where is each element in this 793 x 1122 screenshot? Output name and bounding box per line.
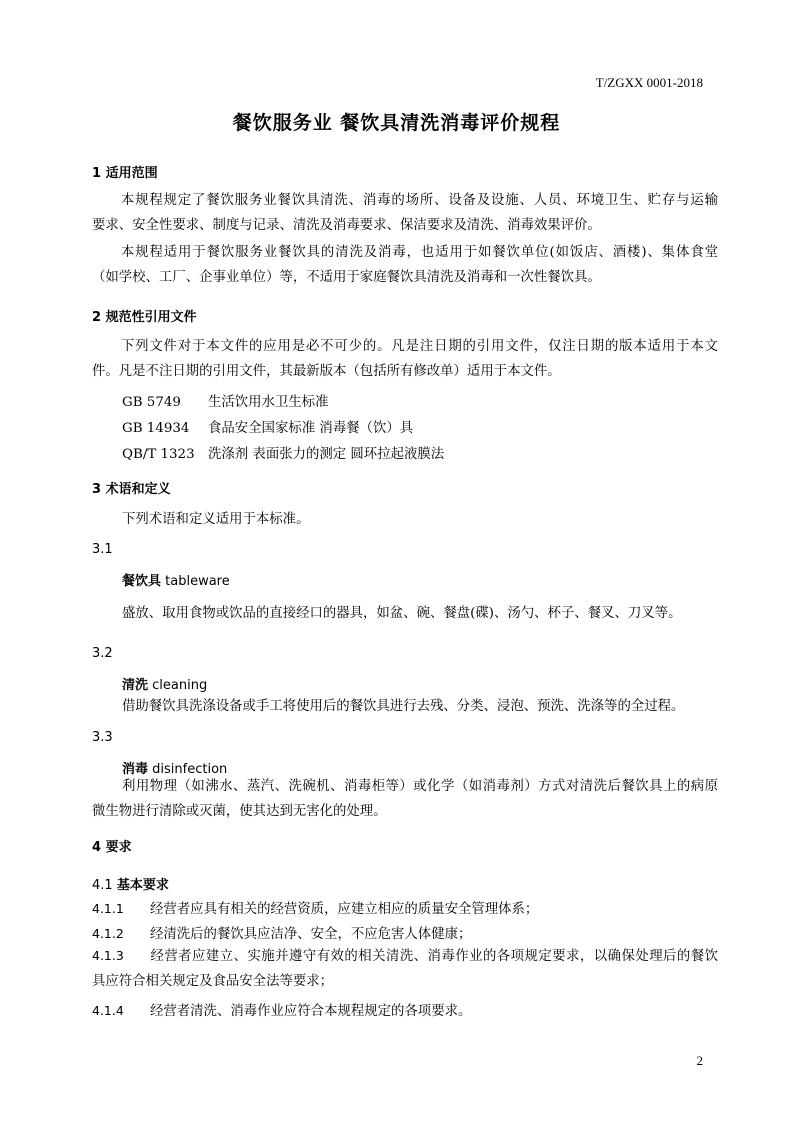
document-title: 餐饮服务业 餐饮具清洗消毒评价规程 <box>232 112 561 134</box>
term-chinese: 清洗 <box>122 678 149 693</box>
requirement-item <box>92 898 538 917</box>
section-2-paragraph <box>92 334 718 384</box>
reference-name: 食品安全国家标准 消毒餐（饮）具 <box>208 421 414 436</box>
requirement-item <box>92 943 718 994</box>
term-number: 3.3 <box>92 730 113 745</box>
requirement-text: 经营者清洗、消毒作业应符合本规程规定的各项要求。 <box>150 1004 472 1019</box>
term-definition <box>92 774 718 824</box>
subsection-number: 4.1 <box>92 878 113 893</box>
section-1-paragraph-2 <box>92 240 718 290</box>
term-chinese: 餐饮具 <box>122 574 162 589</box>
term-heading <box>122 674 207 693</box>
term-chinese: 消毒 <box>122 762 149 777</box>
requirement-item <box>92 1000 471 1019</box>
section-3-intro: 下列术语和定义适用于本标准。 <box>122 512 310 527</box>
term-definition: 借助餐饮具洗涤设备或手工将使用后的餐饮具进行去残、分类、浸泡、预洗、洗涤等的全过程。 <box>122 699 685 714</box>
requirement-number: 4.1.4 <box>92 1003 124 1018</box>
reference-name: 生活饮用水卫生标准 <box>208 395 329 410</box>
page-number: 2 <box>696 1053 703 1068</box>
section-1-para-1-line-2: 要求、安全性要求、制度与记录、清洗及消毒要求、保洁要求及清洗、消毒效果评价。 <box>92 218 601 233</box>
section-2-heading: 2 规范性引用文件 <box>92 310 197 325</box>
term-number: 3.2 <box>92 646 113 661</box>
section-1-paragraph-1 <box>92 188 718 238</box>
reference-code: QB/T 1323 <box>122 447 195 462</box>
term-english: cleaning <box>152 678 208 693</box>
reference-item <box>122 391 329 410</box>
requirement-item <box>92 923 471 942</box>
section-1-para-2-line-1: 本规程适用于餐饮服务业餐饮具的清洗及消毒，也适用于如餐饮单位(如饭店、酒楼)、集体食堂 <box>120 245 718 260</box>
section-3-heading: 3 术语和定义 <box>92 482 171 497</box>
requirement-number: 4.1.1 <box>92 901 124 916</box>
term-number: 3.1 <box>92 542 113 557</box>
section-1-para-2-line-2: （如学校、工厂、企事业单位）等，不适用于家庭餐饮具清洗及消毒和一次性餐饮具。 <box>92 270 601 285</box>
standard-code-header: T/ZGXX 0001-2018 <box>595 75 703 90</box>
reference-code: GB 14934 <box>122 421 190 436</box>
requirement-text: 经营者应建立、实施并遵守有效的相关清洗、消毒作业的各项规定要求，以确保处理后的餐饮 <box>150 949 718 964</box>
requirement-text: 经清洗后的餐饮具应洁净、安全，不应危害人体健康； <box>150 927 472 942</box>
requirement-number: 4.1.2 <box>92 926 124 941</box>
reference-name: 洗涤剂 表面张力的测定 圆环拉起液膜法 <box>208 447 445 462</box>
term-heading <box>122 570 230 589</box>
reference-item <box>122 417 413 436</box>
requirement-text: 经营者应具有相关的经营资质，应建立相应的质量安全管理体系； <box>150 902 539 917</box>
section-1-para-1-line-1: 本规程规定了餐饮服务业餐饮具清洗、消毒的场所、设备及设施、人员、环境卫生、贮存与运输 <box>120 193 718 208</box>
requirement-text-line-2: 具应符合相关规定及食品安全法等要求； <box>92 974 334 989</box>
section-2-para-line-2: 件。凡是不注日期的引用文件，其最新版本（包括所有修改单）适用于本文件。 <box>92 364 561 379</box>
section-4-heading: 4 要求 <box>92 840 132 855</box>
term-definition-line-1: 利用物理（如沸水、蒸汽、洗碗机、消毒柜等）或化学（如消毒剂）方式对清洗后餐饮具上的病原 <box>122 779 718 794</box>
term-definition-line-2: 微生物进行清除或灭菌，使其达到无害化的处理。 <box>92 804 387 819</box>
term-english: disinfection <box>152 762 228 777</box>
requirement-number: 4.1.3 <box>92 948 124 963</box>
term-english: tableware <box>165 574 230 589</box>
reference-code: GB 5749 <box>122 395 181 410</box>
section-1-heading: 1 适用范围 <box>92 166 158 181</box>
subsection-heading <box>92 874 169 893</box>
subsection-title: 基本要求 <box>116 878 169 893</box>
reference-item <box>122 443 444 462</box>
section-2-para-line-1: 下列文件对于本文件的应用是必不可少的。凡是注日期的引用文件，仅注日期的版本适用于本文 <box>120 339 718 354</box>
term-definition: 盛放、取用食物或饮品的直接经口的器具，如盆、碗、餐盘(碟)、汤勺、杯子、餐叉、刀叉等。 <box>122 606 682 621</box>
